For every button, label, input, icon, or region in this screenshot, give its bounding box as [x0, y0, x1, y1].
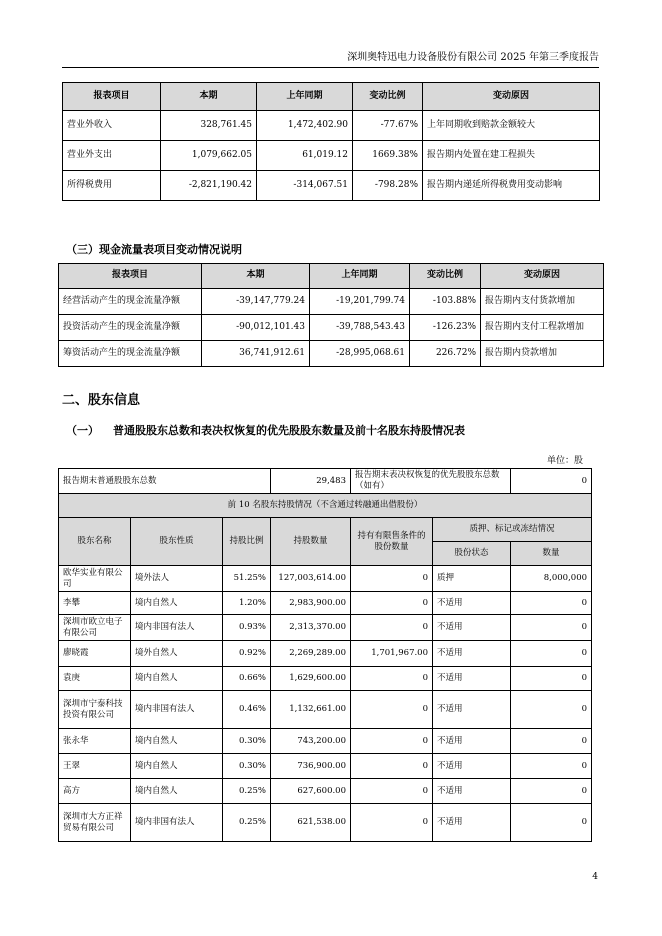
- col-header: 报表项目: [59, 264, 202, 289]
- cell-qty: 2,983,900.00: [271, 592, 351, 615]
- section-title-cashflow: （三）现金流量表项目变动情况说明: [66, 243, 242, 256]
- cell-item: 营业外支出: [63, 141, 161, 171]
- cell-current: -90,012,101.43: [202, 315, 310, 341]
- cell-restricted: 1,701,967.00: [351, 641, 433, 667]
- cell-current: 36,741,912.61: [202, 341, 310, 367]
- cell-holder: 深圳市大方正祥贸易有限公司: [59, 804, 131, 842]
- cell-status: 不适用: [433, 804, 511, 842]
- cell-ratio: 0.93%: [223, 615, 271, 641]
- cell-change: 226.72%: [410, 341, 481, 367]
- cell-amount: 8,000,000: [511, 566, 592, 592]
- cell-restricted: 0: [351, 592, 433, 615]
- table-header-row: [59, 518, 592, 542]
- cell-status: 不适用: [433, 754, 511, 779]
- cell-qty: 127,003,614.00: [271, 566, 351, 592]
- col-header: 变动原因: [481, 264, 604, 289]
- cell-restricted: 0: [351, 779, 433, 804]
- cell-status: 不适用: [433, 779, 511, 804]
- col-header: 变动原因: [423, 83, 600, 111]
- cell-ratio: 0.46%: [223, 691, 271, 729]
- cell-qty: 621,538.00: [271, 804, 351, 842]
- cell-restricted: 0: [351, 729, 433, 754]
- cell-status: 不适用: [433, 641, 511, 667]
- cell-amount: 0: [511, 729, 592, 754]
- cell-item: 投资活动产生的现金流量净额: [59, 315, 202, 341]
- table-row: [59, 691, 592, 729]
- cell-holder: 袁庚: [59, 667, 131, 691]
- col-header-restricted: 持有有限售条件的股份数量: [351, 518, 433, 566]
- cell-amount: 0: [511, 804, 592, 842]
- cell-holder: 高方: [59, 779, 131, 804]
- col-header-name: 股东名称: [59, 518, 131, 566]
- cell-prior: -39,788,543.43: [310, 315, 410, 341]
- cell-nature: 境内非国有法人: [131, 691, 223, 729]
- cell-current: 328,761.45: [161, 111, 257, 141]
- cell-current: 1,079,662.05: [161, 141, 257, 171]
- cell-restricted: 0: [351, 691, 433, 729]
- cell-amount: 0: [511, 691, 592, 729]
- table-row: [59, 566, 592, 592]
- cell-qty: 627,600.00: [271, 779, 351, 804]
- col-header-amount: 数量: [511, 542, 592, 566]
- cell-ratio: 0.92%: [223, 641, 271, 667]
- pref-holders-value: 0: [511, 469, 592, 494]
- cell-current: -39,147,779.24: [202, 289, 310, 315]
- table-row: [59, 289, 604, 315]
- cell-nature: 境内自然人: [131, 592, 223, 615]
- cell-holder: 深圳市宁泰科技投资有限公司: [59, 691, 131, 729]
- cell-ratio: 0.30%: [223, 729, 271, 754]
- total-holders-value: 29,483: [271, 469, 351, 494]
- cell-item: 经营活动产生的现金流量净额: [59, 289, 202, 315]
- col-header: 上年同期: [257, 83, 353, 111]
- cell-restricted: 0: [351, 804, 433, 842]
- table-row: [59, 641, 592, 667]
- cell-holder: 王翠: [59, 754, 131, 779]
- cell-reason: 报告期内处置在建工程损失: [423, 141, 600, 171]
- cell-qty: 2,269,289.00: [271, 641, 351, 667]
- cell-nature: 境内自然人: [131, 754, 223, 779]
- table-row: [59, 754, 592, 779]
- page-header: 深圳奥特迅电力设备股份有限公司 2025 年第三季度报告: [62, 48, 599, 68]
- cell-holder: 深圳市欧立电子有限公司: [59, 615, 131, 641]
- col-header-qty: 持股数量: [271, 518, 351, 566]
- subsection-text: 普通股股东总数和表决权恢复的优先股股东数量及前十名股东持股情况表: [113, 424, 465, 437]
- cell-restricted: 0: [351, 566, 433, 592]
- table-row: [59, 779, 592, 804]
- top10-title-row: [59, 494, 592, 518]
- cell-restricted: 0: [351, 667, 433, 691]
- summary-row: [59, 469, 592, 494]
- cashflow-items-table: [58, 263, 604, 367]
- cell-status: 不适用: [433, 592, 511, 615]
- cell-qty: 1,132,661.00: [271, 691, 351, 729]
- cell-change: -798.28%: [353, 171, 423, 201]
- shareholders-table: [58, 468, 592, 842]
- cell-ratio: 0.30%: [223, 754, 271, 779]
- col-header: 上年同期: [310, 264, 410, 289]
- cell-qty: 2,313,370.00: [271, 615, 351, 641]
- table-row: [59, 315, 604, 341]
- col-header-status: 股份状态: [433, 542, 511, 566]
- cell-reason: 报告期内递延所得税费用变动影响: [423, 171, 600, 201]
- cell-change: -126.23%: [410, 315, 481, 341]
- cell-restricted: 0: [351, 615, 433, 641]
- col-header: 本期: [202, 264, 310, 289]
- cell-ratio: 51.25%: [223, 566, 271, 592]
- cell-holder: 欧华实业有限公司: [59, 566, 131, 592]
- cell-nature: 境内自然人: [131, 667, 223, 691]
- table-row: [63, 141, 600, 171]
- unit-label: 单位：股: [547, 456, 584, 466]
- cell-reason: 报告期内支付工程款增加: [481, 315, 604, 341]
- cell-item: 筹资活动产生的现金流量净额: [59, 341, 202, 367]
- table-header-row: [59, 264, 604, 289]
- cell-reason: 报告期内贷款增加: [481, 341, 604, 367]
- cell-reason: 报告期内支付货款增加: [481, 289, 604, 315]
- cell-change: -103.88%: [410, 289, 481, 315]
- cell-holder: 张永华: [59, 729, 131, 754]
- cell-status: 质押: [433, 566, 511, 592]
- cell-item: 营业外收入: [63, 111, 161, 141]
- cell-amount: 0: [511, 641, 592, 667]
- cell-item: 所得税费用: [63, 171, 161, 201]
- col-header: 报表项目: [63, 83, 161, 111]
- cell-prior: 61,019.12: [257, 141, 353, 171]
- cell-amount: 0: [511, 754, 592, 779]
- cell-current: -2,821,190.42: [161, 171, 257, 201]
- cell-change: -77.67%: [353, 111, 423, 141]
- col-header: 变动比例: [353, 83, 423, 111]
- col-header: 变动比例: [410, 264, 481, 289]
- cell-prior: -19,201,799.74: [310, 289, 410, 315]
- top10-title: 前 10 名股东持股情况（不含通过转融通出借股份）: [59, 494, 592, 518]
- table-row: [59, 341, 604, 367]
- cell-prior: 1,472,402.90: [257, 111, 353, 141]
- cell-amount: 0: [511, 592, 592, 615]
- col-header-pledge: 质押、标记或冻结情况: [433, 518, 592, 542]
- cell-nature: 境内非国有法人: [131, 615, 223, 641]
- cell-ratio: 1.20%: [223, 592, 271, 615]
- cell-nature: 境内非国有法人: [131, 804, 223, 842]
- cell-holder: 廖晓霞: [59, 641, 131, 667]
- cell-qty: 1,629,600.00: [271, 667, 351, 691]
- cell-status: 不适用: [433, 691, 511, 729]
- table-row: [59, 667, 592, 691]
- income-items-table: [62, 82, 600, 201]
- table-row: [63, 111, 600, 141]
- table-row: [59, 615, 592, 641]
- cell-change: 1669.38%: [353, 141, 423, 171]
- col-header-nature: 股东性质: [131, 518, 223, 566]
- cell-prior: -314,067.51: [257, 171, 353, 201]
- cell-nature: 境内自然人: [131, 779, 223, 804]
- cell-holder: 李攀: [59, 592, 131, 615]
- cell-amount: 0: [511, 779, 592, 804]
- section-title-shareholders: 二、股东信息: [62, 393, 141, 408]
- cell-prior: -28,995,068.61: [310, 341, 410, 367]
- table-row: [63, 171, 600, 201]
- page-number: 4: [592, 872, 598, 882]
- cell-nature: 境外法人: [131, 566, 223, 592]
- cell-restricted: 0: [351, 754, 433, 779]
- table-row: [59, 729, 592, 754]
- cell-qty: 743,200.00: [271, 729, 351, 754]
- cell-amount: 0: [511, 667, 592, 691]
- table-header-row: [63, 83, 600, 111]
- col-header: 本期: [161, 83, 257, 111]
- cell-status: 不适用: [433, 615, 511, 641]
- cell-nature: 境外自然人: [131, 641, 223, 667]
- cell-nature: 境内自然人: [131, 729, 223, 754]
- col-header-ratio: 持股比例: [223, 518, 271, 566]
- cell-reason: 上年同期收到赔款金额较大: [423, 111, 600, 141]
- cell-ratio: 0.66%: [223, 667, 271, 691]
- cell-amount: 0: [511, 615, 592, 641]
- table-row: [59, 592, 592, 615]
- cell-ratio: 0.25%: [223, 779, 271, 804]
- total-holders-label: 报告期末普通股股东总数: [59, 469, 271, 494]
- cell-ratio: 0.25%: [223, 804, 271, 842]
- subsection-prefix: （一）: [66, 424, 99, 437]
- pref-holders-label: 报告期末表决权恢复的优先股股东总数（如有）: [351, 469, 511, 494]
- cell-status: 不适用: [433, 667, 511, 691]
- cell-status: 不适用: [433, 729, 511, 754]
- cell-qty: 736,900.00: [271, 754, 351, 779]
- subsection-title: [66, 422, 465, 438]
- table-row: [59, 804, 592, 842]
